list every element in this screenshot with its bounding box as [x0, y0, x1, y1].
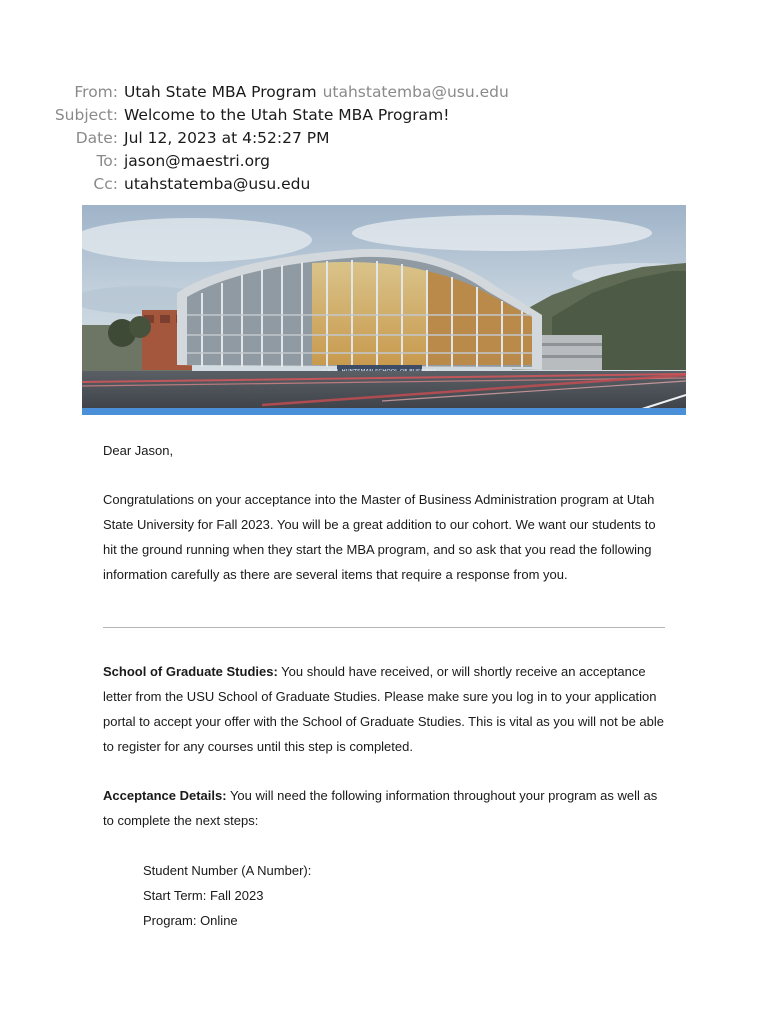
from-row — [0, 80, 768, 103]
subject-row — [0, 103, 768, 126]
recipient-address[interactable]: jason@maestri.org — [124, 151, 271, 170]
greeting: Dear Jason, — [103, 443, 174, 458]
graduate-studies-paragraph — [103, 659, 668, 759]
date-label: Date: — [75, 128, 118, 147]
to-row — [0, 149, 768, 172]
subject-text: Welcome to the Utah State MBA Program! — [124, 105, 450, 124]
from-label: From: — [74, 82, 118, 101]
detail-program: Program: Online — [143, 913, 238, 928]
detail-student-number: Student Number (A Number): — [143, 863, 312, 878]
intro-paragraph: Congratulations on your acceptance into the Master of Business Administration program at Utah State University for Fall 2023. You will be a great addition to our cohort. We want our students to hit the ground running when they start the MBA program, and so ask that you read the following information carefully as there are several items that require a response from you. — [103, 492, 656, 582]
building-banner-image — [82, 205, 686, 415]
graduate-studies-text: You should have received, or will shortly receive an acceptance letter from the USU School of Graduate Studies. Please make sure you log in to your application portal to accept your offer with the School of Graduate Studies. This is vital as you will not be able to register for any courses until this step is completed. — [103, 664, 664, 754]
sender-name: Utah State MBA Program — [124, 82, 317, 101]
sender-address[interactable]: utahstatemba@usu.edu — [322, 82, 509, 101]
date-row — [0, 126, 768, 149]
date-text: Jul 12, 2023 at 4:52:27 PM — [124, 128, 330, 147]
cc-address[interactable]: utahstatemba@usu.edu — [124, 174, 311, 193]
cc-label: Cc: — [93, 174, 118, 193]
subject-label: Subject: — [54, 105, 118, 124]
graduate-studies-heading: School of Graduate Studies: — [103, 664, 278, 679]
cc-row — [0, 172, 768, 195]
acceptance-details-paragraph — [103, 783, 668, 833]
email-header — [0, 80, 768, 195]
detail-start-term: Start Term: Fall 2023 — [143, 888, 264, 903]
section-divider — [103, 627, 665, 628]
acceptance-details-list — [143, 858, 311, 933]
to-label: To: — [96, 151, 118, 170]
acceptance-details-heading: Acceptance Details: — [103, 788, 227, 803]
acceptance-details-text: You will need the following information throughout your program as well as to complete the next steps: — [103, 788, 658, 828]
